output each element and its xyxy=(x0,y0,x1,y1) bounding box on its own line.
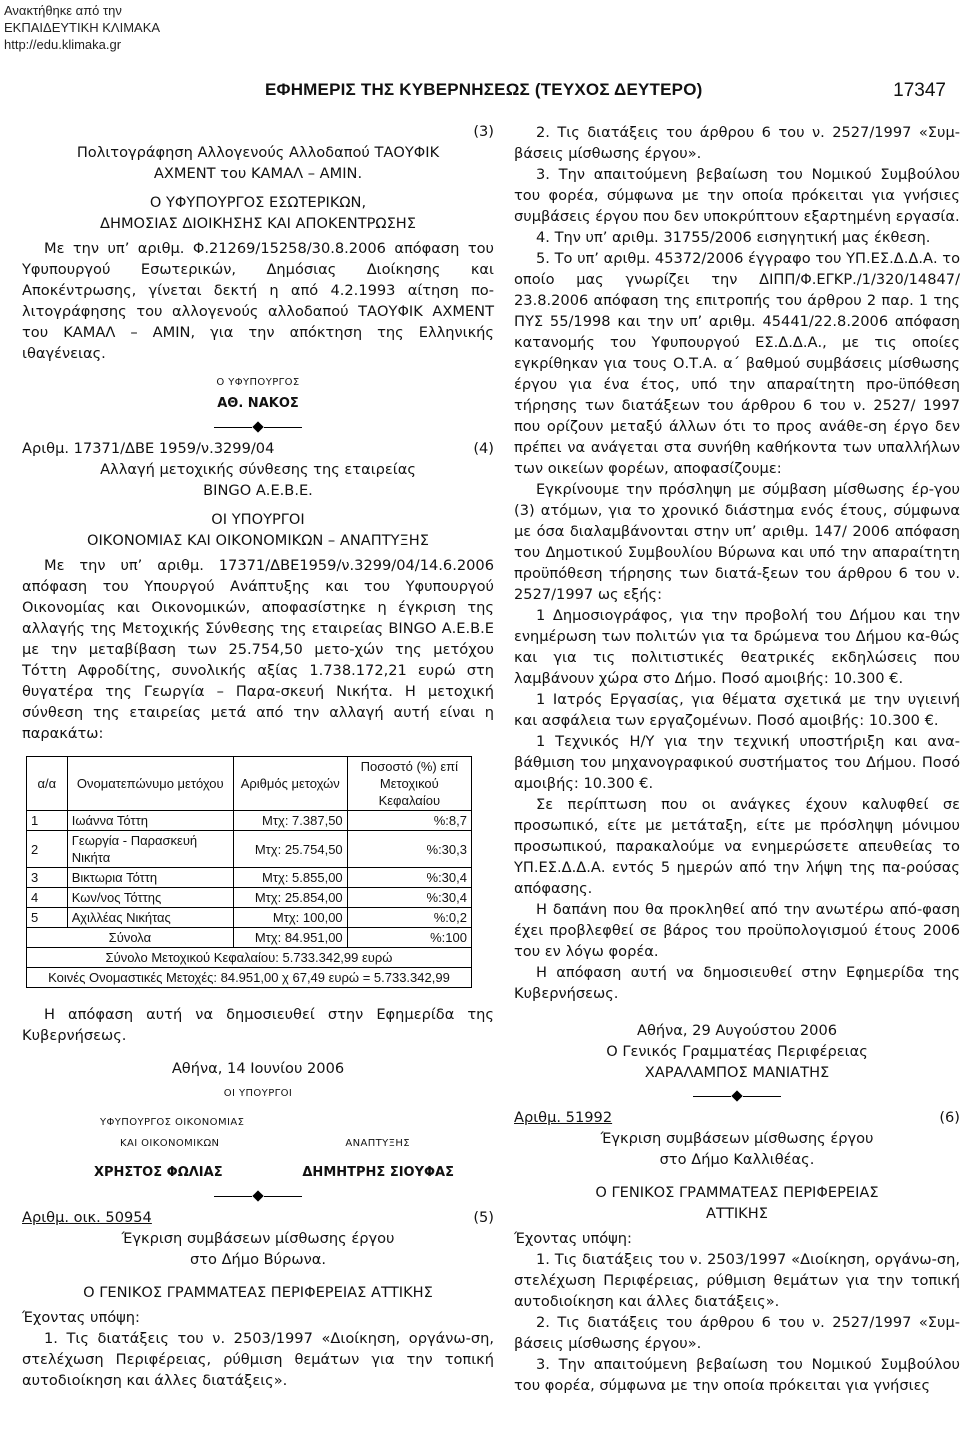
table-cell: Μτχ: 25.854,00 xyxy=(233,888,347,908)
table-header-cell: Ποσοστό (%) επί Μετοχικού Κεφαλαίου xyxy=(347,757,471,811)
table-cell: 1 xyxy=(27,811,68,831)
watermark-link[interactable]: http://edu.klimaka.gr xyxy=(4,37,122,52)
table-summary-row xyxy=(27,968,472,988)
signature-name: ΔΗΜΗΤΡΗΣ ΣΙΟΥΦΑΣ xyxy=(302,1165,454,1180)
table-cell: %:0,2 xyxy=(347,908,471,928)
section-number: (4) xyxy=(473,440,494,457)
section-title: Αλλαγή μετοχικής σύνθεσης της εταιρείας xyxy=(100,461,416,478)
table-cell: Μτχ: 5.855,00 xyxy=(233,868,347,888)
section-separator xyxy=(22,420,494,434)
section-number: (3) xyxy=(473,123,494,140)
watermark-line: Ανακτήθηκε από την xyxy=(4,3,122,18)
signature-name: ΑΘ. ΝΑΚΟΣ xyxy=(217,396,299,411)
table-cell: 3 xyxy=(27,868,68,888)
table-cell: Κων/νος Τόττης xyxy=(67,888,233,908)
table-cell: Βικτωρια Τόττη xyxy=(67,868,233,888)
table-cell: 2 xyxy=(27,831,68,868)
table-cell: Σύνολα xyxy=(27,928,234,948)
table-cell: Μτχ: 100,00 xyxy=(233,908,347,928)
table-cell: %:30,4 xyxy=(347,888,471,908)
decision-text: Εγκρίνουμε την πρόσληψη με σύμβαση μίσθωσης έρ-γου (3) ατόμων, για το χρονικό διάστημα ενός έτους, σύμφωνα με όσα διαλαμβάνονται στην υπ’ αριθμ. 147/ 2006 απόφαση του Δημοτικού Συμβουλίου Βύρωνα και υπό την απαραίτητη προϋπόθεση τήρησης των διατά-ξεων του άρθρου 6 του ν. 2527/1997 ως εξής: xyxy=(514,481,960,603)
section-separator xyxy=(514,1089,960,1103)
decision-text: 1 Ιατρός Εργασίας, για θέματα σχετικά με την υγιεινή και ασφάλεια των εργαζομένων. Ποσό αμοιβής: 10.300 €. xyxy=(514,691,960,729)
table-cell: Κοινές Ονομαστικές Μετοχές: 84.951,00 χ 67,49 ευρώ = 5.733.342,99 xyxy=(27,968,472,988)
table-header-cell: α/α xyxy=(27,757,68,811)
table-cell: %:8,7 xyxy=(347,811,471,831)
watermark-line: ΕΚΠΑΙΔΕΥΤΙΚΗ ΚΛΙΜΑΚΑ xyxy=(4,20,161,35)
issuing-authority: Ο ΓΕΝΙΚΟΣ ΓΡΑΜΜΑΤΕΑΣ ΠΕΡΙΦΕΡΕΙΑΣ ΑΤΤΙΚΗΣ xyxy=(83,1284,433,1301)
table-row xyxy=(27,811,472,831)
section-title: BINGO Α.Ε.Β.Ε. xyxy=(203,482,313,499)
consideration-item: 4. Την υπ’ αριθμ. 31755/2006 εισηγητική μας έκθεση. xyxy=(536,229,931,246)
left-column xyxy=(22,122,494,1391)
issuing-authority: ΑΤΤΙΚΗΣ xyxy=(706,1205,768,1222)
issuing-authority: ΟΙ ΥΠΟΥΡΓΟΙ xyxy=(211,511,305,528)
signature-title: ΟΙ ΥΠΟΥΡΓΟΙ xyxy=(223,1088,293,1099)
signing-date: Αθήνα, 14 Ιουνίου 2006 xyxy=(171,1060,345,1077)
gazette-title: ΕΦΗΜΕΡΙΣ ΤΗΣ ΚΥΒΕΡΝΗΣΕΩΣ (ΤΕΥΧΟΣ ΔΕΥΤΕΡΟ) xyxy=(265,80,703,99)
table-cell: 4 xyxy=(27,888,68,908)
consideration-item: 5. Το υπ’ αριθμ. 45372/2006 έγγραφο του ΥΠ.ΕΣ.Δ.Δ.Α. το οποίο μας γνωρίζει την ΔΙΠΠ/Φ.ΕΓΚΡ./1/320/14847/ 23.8.2006 απόφαση της επιτροπής του άρθρου 2 παρ. 1 της ΠΥΣ 55/1998 και την υπ’ αριθμ. 45441/22.8.2006 απόφαση κατανομής του Υφυπουργού ΕΣ.Δ.Δ.Α., με τις οποίες εγκρίθηκαν για τους Ο.Τ.Α. α΄ βαθμού συμβάσεις μίσθωσης έργου για ένα έτος, υπό την απαραίτητη προ-ϋπόθεση τήρησης των διατάξεων του άρθρου 6 του ν. 2527/ 1997 που ορίζουν μεταξύ άλλων ότι το προς ανάθε-ση έργο δεν πρέπει να ανάγεται στα συνήθη καθήκοντα των υπαλλήλων των οικείων φορέων, αποφασίζουμε: xyxy=(514,250,960,477)
section-title: Έγκριση συμβάσεων μίσθωσης έργου xyxy=(121,1230,395,1247)
consideration-item: 1. Τις διατάξεις του ν. 2503/1997 «Διοίκηση, οργάνω-ση, στελέχωση Περιφέρειας, ρύθμιση θεμάτων για την τοπική αυτοδιοίκηση και άλλες διατάξεις». xyxy=(514,1251,960,1310)
issuing-authority: Ο ΓΕΝΙΚΟΣ ΓΡΑΜΜΑΤΕΑΣ ΠΕΡΙΦΕΡΕΙΑΣ xyxy=(595,1184,879,1201)
section-title: στο Δήμο Βύρωνα. xyxy=(189,1251,327,1268)
shareholder-table xyxy=(26,756,472,988)
decision-text: 1 Δημοσιογράφος, για την προβολή του Δήμου και την ενημέρωση των πολιτών για τα δρώμενα του Δήμου κα-θώς και για τις πολιτιστικές θεατρικές εκδηλώσεις που λαμβάνουν χώρα στο Δήμο. Ποσό αμοιβής: 10.300 €. xyxy=(514,607,960,687)
table-row xyxy=(27,868,472,888)
table-header-cell: Αριθμός μετοχών xyxy=(233,757,347,811)
table-cell: Σύνολο Μετοχικού Κεφαλαίου: 5.733.342,99 ευρώ xyxy=(27,948,472,968)
table-cell: %:30,4 xyxy=(347,868,471,888)
consideration-item: 3. Την απαιτούμενη βεβαίωση του Νομικού Συμβούλου του φορέα, σύμφωνα με την οποία πρόκειται για γνήσιες xyxy=(514,1356,960,1394)
table-cell: Ιωάννα Τόττη xyxy=(67,811,233,831)
section-title: στο Δήμο Καλλιθέας. xyxy=(659,1151,815,1168)
decision-text: Η απόφαση αυτή να δημοσιευθεί στην Εφημερίδα της Κυβερνήσεως. xyxy=(514,964,960,1002)
decision-reference: Αριθμ. 17371/ΔΒΕ 1959/ν.3299/04 xyxy=(22,440,275,457)
signature-title: Ο ΥΦΥΠΟΥΡΓΟΣ xyxy=(216,377,300,388)
consideration-item: 2. Τις διατάξεις του άρθρου 6 του ν. 2527/1997 «Συμ-βάσεις μίσθωσης έργου». xyxy=(514,1314,960,1352)
signature-title: Ο Γενικός Γραμματέας Περιφέρειας xyxy=(606,1043,868,1060)
signature-title: ΥΦΥΠΟΥΡΓΟΣ ΟΙΚΟΝΟΜΙΑΣ xyxy=(100,1117,245,1128)
decision-reference: Αριθμ. 51992 xyxy=(514,1109,613,1126)
consideration-item: 2. Τις διατάξεις του άρθρου 6 του ν. 2527/1997 «Συμ-βάσεις μίσθωσης έργου». xyxy=(514,124,960,162)
table-row xyxy=(27,831,472,868)
issuing-authority: Ο ΥΦΥΠΟΥΡΓΟΣ ΕΣΩΤΕΡΙΚΩΝ, xyxy=(149,194,367,211)
table-cell: Γεωργία - Παρασκευή Νικήτα xyxy=(67,831,233,868)
table-row xyxy=(27,908,472,928)
table-header-cell: Ονοματεπώνυμο μετόχου xyxy=(67,757,233,811)
decision-text: Σε περίπτωση που οι ανάγκες έχουν καλυφθεί σε προσωπικό, είτε με μετάταξη, είτε με πρόσληψη μόνιμου προσωπικού, παρακαλούμε να ενημερώσετε απευθείας το ΥΠ.ΕΣ.Δ.Δ.Α. εντός 5 ημερών από την λήψη της πα-ρούσας απόφασης. xyxy=(514,796,960,897)
table-total-row xyxy=(27,928,472,948)
decision-text: Με την υπ’ αριθμ. Φ.21269/15258/30.8.2006 απόφαση του Υφυπουργού Εσωτερικών, Δημόσιας Διοίκησης και Αποκέντρωσης, γίνεται δεκτή η από 4.2.1993 αίτηση πο-λιτογράφησης του αλλογενούς αλλοδαπού ΤΑΟΥΦΙΚ ΑΧΜΕΝΤ του ΚΑΜΑΛ – ΑΜΙΝ, για την απόκτηση της Ελληνικής ιθαγένειας. xyxy=(22,240,494,362)
table-cell: Μτχ: 25.754,50 xyxy=(233,831,347,868)
table-header-row xyxy=(27,757,472,811)
table-cell: 5 xyxy=(27,908,68,928)
watermark xyxy=(4,2,160,53)
issuing-authority: ΔΗΜΟΣΙΑΣ ΔΙΟΙΚΗΣΗΣ ΚΑΙ ΑΠΟΚΕΝΤΡΩΣΗΣ xyxy=(99,215,416,232)
signature-name: ΧΡΗΣΤΟΣ ΦΩΛΙΑΣ xyxy=(94,1165,223,1180)
table-cell: %:30,3 xyxy=(347,831,471,868)
decision-text: Με την υπ’ αριθμ. 17371/ΔΒΕ1959/ν.3299/04/14.6.2006 απόφαση του Υπουργού Ανάπτυξης και του Υφυπουργού Οικονομίας και Οικονομικών, αποφασίστηκε η έγκριση της αλλαγής της Μετοχικής Σύνθεσης της εταιρείας BINGO Α.Ε.Β.Ε με την μεταβίβαση των 25.754,50 μετο-χών της μετόχου Τόττη Αφροδίτης, συνολικής αξίας 1.738.172,21 ευρώ στη θυγατέρα της Γεωργία – Παρα-σκευή Νικήτα. Η μετοχική σύνθεση της εταιρείας μετά από την αλλαγή αυτή είναι η παρακάτω: xyxy=(22,557,494,742)
section-number: (5) xyxy=(473,1209,494,1226)
right-column xyxy=(514,122,960,1396)
decision-text: Η δαπάνη που θα προκληθεί από την ανωτέρω από-φαση έχει προβλεφθεί σε βάρος του προϋπολογισμού έτους 2006 του εν λόγω φορέα. xyxy=(514,901,960,960)
consideration-item: 1. Τις διατάξεις του ν. 2503/1997 «Διοίκηση, οργάνω-ση, στελέχωση Περιφέρειας, ρύθμιση θεμάτων για την τοπική αυτοδιοίκηση και άλλες διατάξεις». xyxy=(22,1330,494,1389)
issuing-authority: ΟΙΚΟΝΟΜΙΑΣ ΚΑΙ ΟΙΚΟΝΟΜΙΚΩΝ – ΑΝΑΠΤΥΞΗΣ xyxy=(87,532,429,549)
section-title: Έγκριση συμβάσεων μίσθωσης έργου xyxy=(600,1130,874,1147)
page-header xyxy=(0,80,960,104)
table-cell: Αχιλλέας Νικήτας xyxy=(67,908,233,928)
considerations-heading: Έχοντας υπόψη: xyxy=(514,1230,632,1247)
table-row xyxy=(27,888,472,908)
section-separator xyxy=(22,1189,494,1203)
table-cell: Μτχ: 7.387,50 xyxy=(233,811,347,831)
section-title: Πολιτογράφηση Αλλογενούς Αλλοδαπού ΤΑΟΥΦΙΚ xyxy=(76,144,440,161)
signature-title: ΚΑΙ ΟΙΚΟΝΟΜΙΚΩΝ xyxy=(120,1138,220,1149)
signing-date: Αθήνα, 29 Αυγούστου 2006 xyxy=(636,1022,838,1039)
decision-text: Η απόφαση αυτή να δημοσιευθεί στην Εφημερίδα της Κυβερνήσεως. xyxy=(22,1006,494,1044)
table-summary-row xyxy=(27,948,472,968)
signature-name: ΧΑΡΑΛΑΜΠΟΣ ΜΑΝΙΑΤΗΣ xyxy=(644,1064,830,1081)
table-cell: Μτχ: 84.951,00 xyxy=(233,928,347,948)
signature-title: ΑΝΑΠΤΥΞΗΣ xyxy=(345,1138,410,1149)
decision-text: 1 Τεχνικός Η/Υ για την τεχνική υποστήριξη και ανα-βάθμιση του μηχανογραφικού συστήματος του Δήμου. Ποσό αμοιβής: 10.300 €. xyxy=(514,733,960,792)
page-number: 17347 xyxy=(893,80,946,101)
table-cell: %:100 xyxy=(347,928,471,948)
section-number: (6) xyxy=(939,1109,960,1126)
section-title: ΑΧΜΕΝΤ του ΚΑΜΑΛ – ΑΜΙΝ. xyxy=(153,165,363,182)
decision-reference: Αριθμ. οικ. 50954 xyxy=(22,1209,152,1226)
considerations-heading: Έχοντας υπόψη: xyxy=(22,1309,140,1326)
consideration-item: 3. Την απαιτούμενη βεβαίωση του Νομικού Συμβούλου του φορέα, σύμφωνα με την οποία πρόκειται για γνήσιες συμβάσεις έργου που δεν υποκρύπτουν εξαρτημένη εργασία. xyxy=(514,166,960,225)
